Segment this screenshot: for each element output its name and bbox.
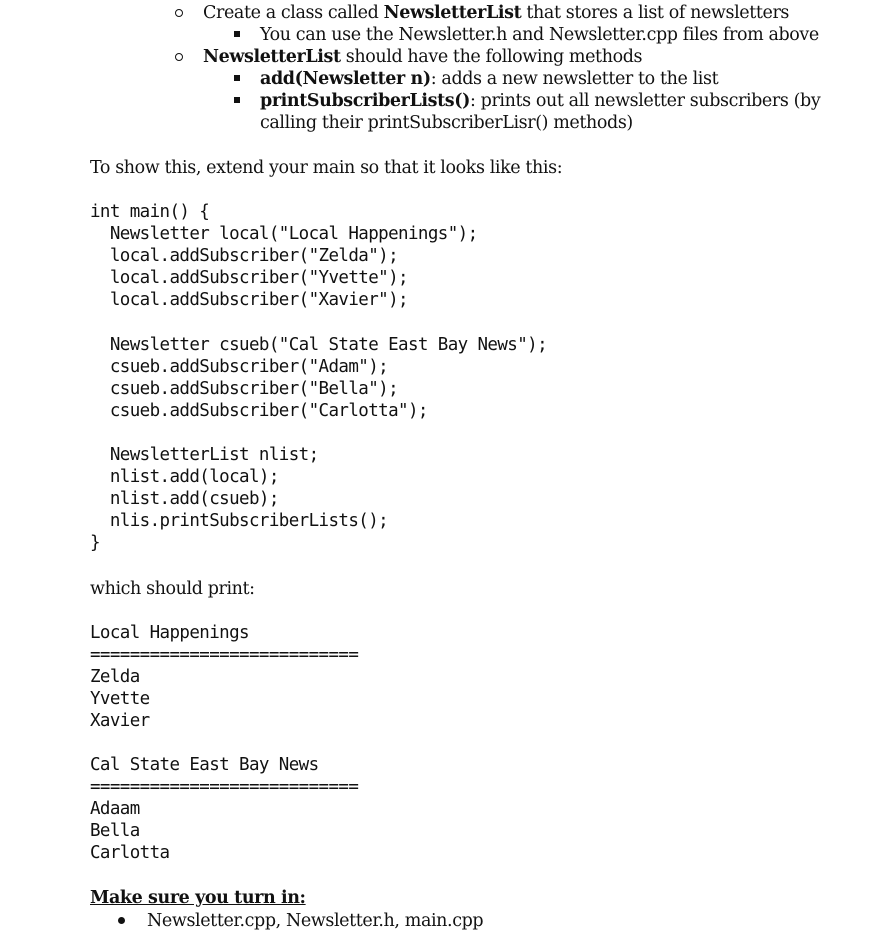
code-line: local.addSubscriber("Yvette"); xyxy=(90,268,408,289)
bullet-text: Create a class called xyxy=(203,3,384,23)
method-print xyxy=(260,90,820,112)
code-line: int main() { xyxy=(90,202,210,222)
output-line: =========================== xyxy=(90,777,359,797)
code-line: } xyxy=(90,533,100,554)
hollow-bullet-icon xyxy=(175,53,183,61)
code-line: csueb.addSubscriber("Adam"); xyxy=(90,356,389,377)
intro-text: To show this, extend your main so that it looks like this: xyxy=(90,158,563,178)
code-block xyxy=(90,201,547,555)
method-desc: : prints out all newsletter subscribers (by xyxy=(469,91,821,111)
code-line: local.addSubscriber("Xavier"); xyxy=(90,290,408,311)
code-line: nlist.add(csueb); xyxy=(90,489,279,510)
output-line: Adaam xyxy=(90,799,140,819)
hollow-bullet-icon xyxy=(175,9,183,17)
class-name: NewsletterList xyxy=(203,47,341,67)
print-intro: which should print: xyxy=(90,579,255,599)
output-line: Xavier xyxy=(90,711,150,731)
bullet-methods xyxy=(203,46,642,68)
square-bullet-icon xyxy=(234,75,240,81)
method-print-continuation: calling their printSubscriberLisr() methods) xyxy=(260,113,633,133)
code-line: nlist.add(local); xyxy=(90,467,279,488)
bullet-text: that stores a list of newsletters xyxy=(521,3,790,23)
output-line: Local Happenings xyxy=(90,623,249,643)
output-block xyxy=(90,622,358,864)
code-line xyxy=(90,311,547,333)
output-line: Zelda xyxy=(90,667,140,687)
output-line: =========================== xyxy=(90,645,359,665)
code-line: Newsletter local("Local Happenings"); xyxy=(90,224,478,245)
turn-in-heading: Make sure you turn in: xyxy=(90,888,306,908)
method-add xyxy=(260,68,718,90)
code-line: csueb.addSubscriber("Bella"); xyxy=(90,378,399,399)
method-desc: : adds a new newsletter to the list xyxy=(430,69,719,89)
code-line: local.addSubscriber("Zelda"); xyxy=(90,246,399,267)
bullet-create-class xyxy=(203,2,789,24)
code-line: Newsletter csueb("Cal State East Bay News"); xyxy=(90,334,548,355)
output-line: Carlotta xyxy=(90,843,170,863)
round-bullet-icon xyxy=(118,917,125,924)
code-line: NewsletterList nlist; xyxy=(90,445,319,466)
class-name: NewsletterList xyxy=(383,3,522,23)
method-name: printSubscriberLists() xyxy=(260,91,470,111)
square-bullet-icon xyxy=(234,97,240,103)
method-name: add(Newsletter n) xyxy=(260,69,431,89)
output-line xyxy=(90,732,358,754)
sub-bullet-files: You can use the Newsletter.h and Newsletter.cpp files from above xyxy=(260,25,819,45)
code-line: nlis.printSubscriberLists(); xyxy=(90,511,389,532)
output-line: Bella xyxy=(90,821,140,841)
turn-in-item: Newsletter.cpp, Newsletter.h, main.cpp xyxy=(147,911,484,931)
bullet-text: should have the following methods xyxy=(340,47,643,67)
output-line: Cal State East Bay News xyxy=(90,755,319,775)
output-line: Yvette xyxy=(90,689,150,709)
square-bullet-icon xyxy=(234,31,240,37)
code-line xyxy=(90,422,547,444)
code-line: csueb.addSubscriber("Carlotta"); xyxy=(90,400,428,421)
